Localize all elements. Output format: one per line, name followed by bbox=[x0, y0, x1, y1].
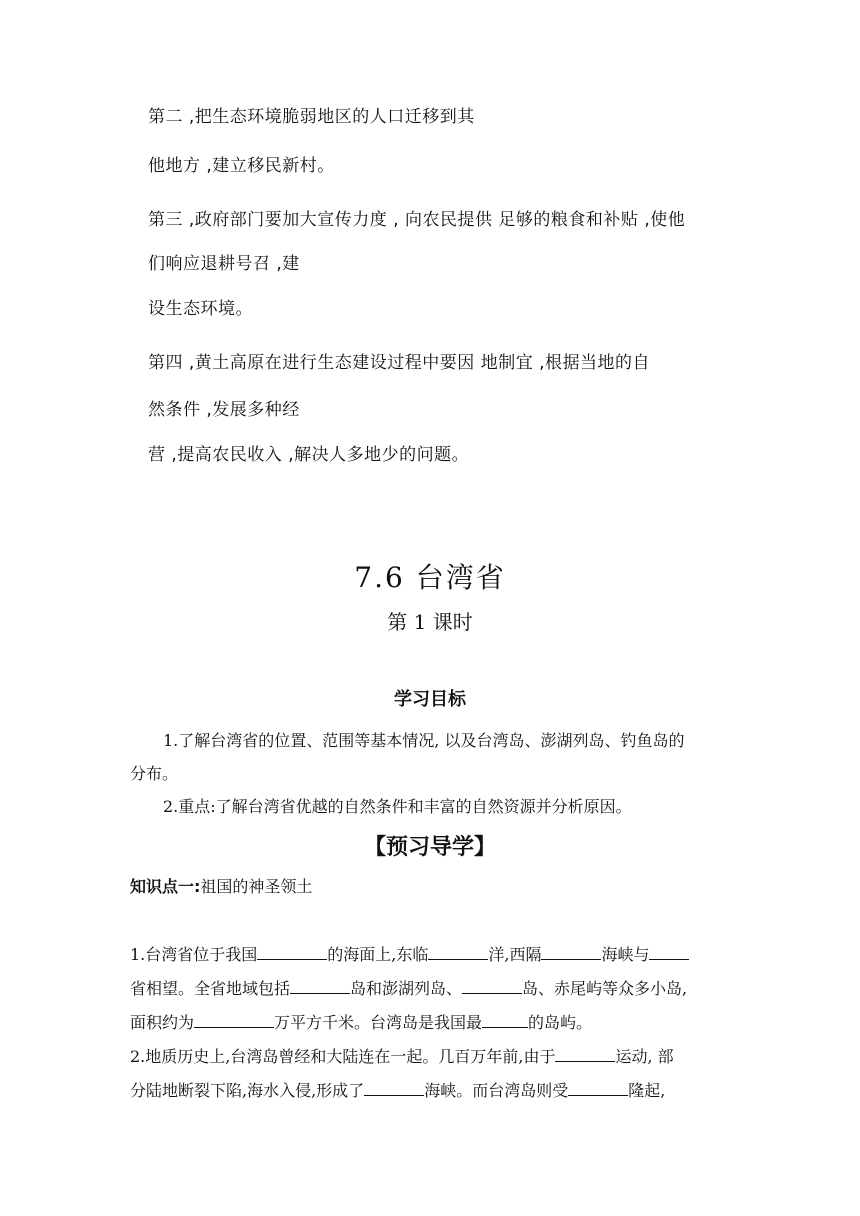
q1-text-i: 万平方千米。台湾岛是我国最 bbox=[274, 1013, 483, 1032]
q1-text-g: 岛、赤尾屿等众多小岛, bbox=[522, 979, 688, 998]
paragraph-4-line-3: 营 ,提高农民收入 ,解决人多地少的问题。 bbox=[148, 445, 470, 465]
q1-text-h: 面积约为 bbox=[130, 1013, 195, 1032]
question-2-line-2 bbox=[130, 1078, 665, 1101]
q2-text-d: 海峡。而台湾岛则受 bbox=[424, 1081, 569, 1100]
answer-blank[interactable] bbox=[364, 1081, 424, 1096]
q1-text-f: 岛和澎湖列岛、 bbox=[350, 979, 463, 998]
paragraph-2-line-1: 第二 ,把生态环境脆弱地区的人口迁移到其 bbox=[148, 107, 475, 127]
answer-blank[interactable] bbox=[257, 945, 327, 960]
q1-text-c: 洋,西隔 bbox=[488, 945, 542, 964]
lesson-subtitle: 第 1 课时 bbox=[387, 610, 473, 634]
knowledge-point-label: 知识点一: bbox=[130, 877, 201, 896]
q1-text-e: 省相望。全省地域包括 bbox=[130, 979, 291, 998]
objective-1-line-1: 1.了解台湾省的位置、范围等基本情况, 以及台湾岛、澎湖列岛、钓鱼岛的 bbox=[163, 731, 685, 750]
question-2-line-1 bbox=[130, 1044, 674, 1067]
lesson-title: 7.6 台湾省 bbox=[354, 561, 506, 594]
paragraph-3-line-2: 们响应退耕号召 ,建 bbox=[148, 254, 300, 274]
knowledge-point-text: 祖国的神圣领土 bbox=[200, 877, 313, 896]
question-1-line-1 bbox=[130, 942, 689, 965]
preview-heading: 【预习导学】 bbox=[363, 835, 496, 860]
knowledge-point-1 bbox=[130, 874, 312, 897]
objective-1-line-2: 分布。 bbox=[130, 764, 179, 783]
answer-blank[interactable] bbox=[194, 1013, 274, 1028]
answer-blank[interactable] bbox=[428, 945, 488, 960]
answer-blank[interactable] bbox=[555, 1047, 615, 1062]
question-1-line-2 bbox=[130, 976, 687, 999]
answer-blank[interactable] bbox=[462, 979, 522, 994]
q1-text-d: 海峡与 bbox=[601, 945, 650, 964]
q1-text-b: 的海面上,东临 bbox=[327, 945, 429, 964]
q1-text-a: 1.台湾省位于我国 bbox=[130, 945, 258, 964]
paragraph-4-line-2: 然条件 ,发展多种经 bbox=[148, 400, 300, 420]
q1-text-j: 的岛屿。 bbox=[528, 1013, 593, 1032]
q2-text-a: 2.地质历史上,台湾岛曾经和大陆连在一起。几百万年前,由于 bbox=[130, 1047, 556, 1066]
answer-blank[interactable] bbox=[290, 979, 350, 994]
paragraph-3-line-3: 设生态环境。 bbox=[148, 299, 253, 319]
answer-blank[interactable] bbox=[568, 1081, 628, 1096]
answer-blank[interactable] bbox=[541, 945, 601, 960]
q2-text-b: 运动, 部 bbox=[615, 1047, 674, 1066]
paragraph-2-line-2: 他地方 ,建立移民新村。 bbox=[148, 156, 335, 176]
q2-text-e: 隆起, bbox=[628, 1081, 666, 1100]
question-1-line-3 bbox=[130, 1010, 592, 1033]
paragraph-3-line-1: 第三 ,政府部门要加大宣传力度 , 向农民提供 足够的粮食和补贴 ,使他 bbox=[148, 210, 686, 230]
answer-blank[interactable] bbox=[649, 945, 689, 960]
objective-2: 2.重点:了解台湾省优越的自然条件和丰富的自然资源并分析原因。 bbox=[163, 797, 632, 816]
q2-text-c: 分陆地断裂下陷,海水入侵,形成了 bbox=[130, 1081, 365, 1100]
paragraph-4-line-1: 第四 ,黄土高原在进行生态建设过程中要因 地制宜 ,根据当地的自 bbox=[148, 353, 651, 373]
answer-blank[interactable] bbox=[482, 1013, 528, 1028]
objectives-heading: 学习目标 bbox=[394, 689, 466, 710]
